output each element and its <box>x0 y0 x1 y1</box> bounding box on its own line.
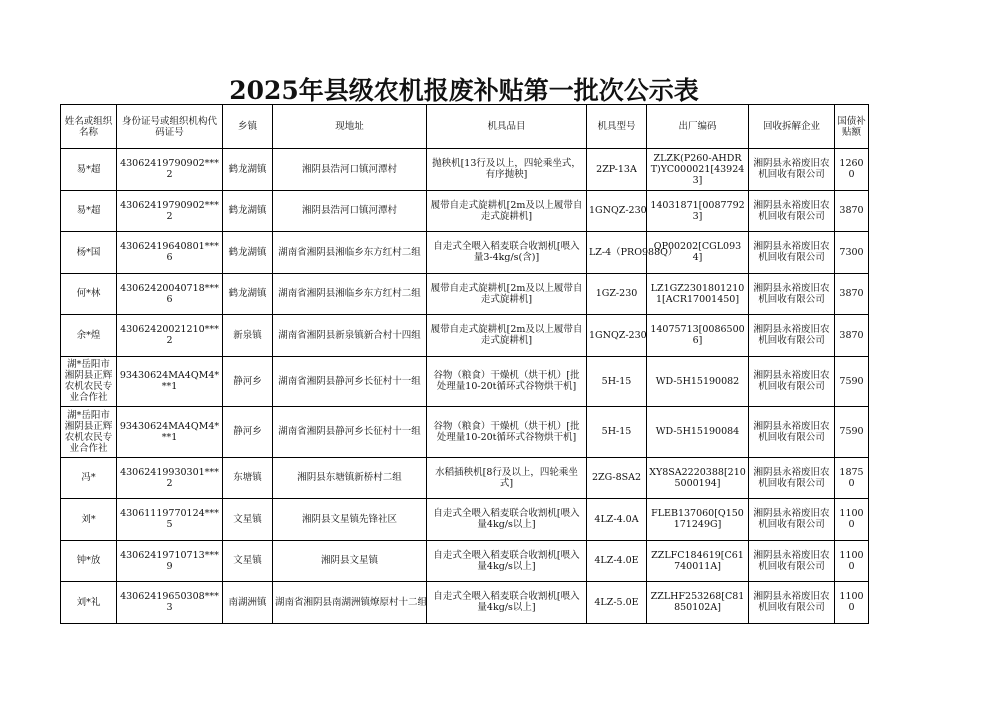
cell-item: 自走式全喂入稻麦联合收割机[喂入量3-4kg/s(含)] <box>427 232 587 274</box>
header-id: 身份证号或组织机构代码证号 <box>117 105 223 149</box>
header-serial: 出厂编码 <box>647 105 749 149</box>
cell-serial: ZZLFC184619[C61740011A] <box>647 540 749 582</box>
cell-model: 5H-15 <box>587 407 647 458</box>
cell-serial: WD-5H15190084 <box>647 407 749 458</box>
cell-serial: WD-5H15190082 <box>647 356 749 407</box>
cell-id: 43062420040718***6 <box>117 273 223 315</box>
cell-subsidy: 7300 <box>835 232 869 274</box>
cell-name: 余*煌 <box>61 315 117 357</box>
cell-id: 43061119770124***5 <box>117 499 223 541</box>
table-row <box>61 540 869 582</box>
cell-recycler: 湘阴县永裕废旧农机回收有限公司 <box>749 407 835 458</box>
cell-serial: ZLZK(P260-AHDRT)YC000021[439243] <box>647 149 749 191</box>
cell-model: 1GNQZ-230 <box>587 190 647 232</box>
cell-item: 抛秧机[13行及以上，四轮乘坐式，有序抛秧] <box>427 149 587 191</box>
cell-model: 4LZ-4.0E <box>587 540 647 582</box>
table-row <box>61 457 869 499</box>
cell-model: LZ-4（PRO988Q） <box>587 232 647 274</box>
cell-item: 自走式全喂入稻麦联合收割机[喂入量4kg/s以上] <box>427 540 587 582</box>
cell-item: 履带自走式旋耕机[2m及以上履带自走式旋耕机] <box>427 315 587 357</box>
cell-name: 冯* <box>61 457 117 499</box>
cell-model: 5H-15 <box>587 356 647 407</box>
table-row <box>61 582 869 624</box>
cell-town: 鹤龙湖镇 <box>223 273 273 315</box>
cell-name: 易*超 <box>61 190 117 232</box>
cell-address: 湘阴县文星镇 <box>273 540 427 582</box>
page-title: 2025年县级农机报废补贴第一批次公示表 <box>229 76 699 105</box>
cell-id: 43062419930301***2 <box>117 457 223 499</box>
cell-id: 93430624MA4QM4***1 <box>117 407 223 458</box>
cell-name: 刘* <box>61 499 117 541</box>
cell-address: 湘阴县文星镇先锋社区 <box>273 499 427 541</box>
cell-subsidy: 3870 <box>835 315 869 357</box>
cell-address: 湖南省湘阴县湘临乡东方红村二组 <box>273 232 427 274</box>
header-row <box>61 105 869 149</box>
cell-item: 水稻插秧机[8行及以上，四轮乘坐式] <box>427 457 587 499</box>
cell-town: 鹤龙湖镇 <box>223 190 273 232</box>
cell-name: 何*林 <box>61 273 117 315</box>
cell-subsidy: 7590 <box>835 356 869 407</box>
header-town: 乡镇 <box>223 105 273 149</box>
cell-town: 南湖洲镇 <box>223 582 273 624</box>
cell-recycler: 湘阴县永裕废旧农机回收有限公司 <box>749 356 835 407</box>
cell-item: 自走式全喂入稻麦联合收割机[喂入量4kg/s以上] <box>427 499 587 541</box>
cell-recycler: 湘阴县永裕废旧农机回收有限公司 <box>749 190 835 232</box>
table-row <box>61 356 869 407</box>
table-row <box>61 190 869 232</box>
cell-id: 43062420021210***2 <box>117 315 223 357</box>
cell-recycler: 湘阴县永裕废旧农机回收有限公司 <box>749 540 835 582</box>
cell-model: 1GZ-230 <box>587 273 647 315</box>
cell-subsidy: 11000 <box>835 499 869 541</box>
cell-model: 4LZ-5.0E <box>587 582 647 624</box>
cell-town: 东塘镇 <box>223 457 273 499</box>
cell-serial: ZZLHF253268[C81850102A] <box>647 582 749 624</box>
cell-town: 鹤龙湖镇 <box>223 149 273 191</box>
cell-id: 43062419790902***2 <box>117 190 223 232</box>
cell-id: 43062419650308***3 <box>117 582 223 624</box>
cell-subsidy: 3870 <box>835 273 869 315</box>
cell-name: 湖*岳阳市湘阴县正辉农机农民专业合作社 <box>61 407 117 458</box>
table-row <box>61 232 869 274</box>
cell-address: 湖南省湘阴县新泉镇新合村十四组 <box>273 315 427 357</box>
cell-recycler: 湘阴县永裕废旧农机回收有限公司 <box>749 149 835 191</box>
header-name: 姓名或组织名称 <box>61 105 117 149</box>
table-row <box>61 499 869 541</box>
cell-name: 刘*礼 <box>61 582 117 624</box>
cell-item: 履带自走式旋耕机[2m及以上履带自走式旋耕机] <box>427 190 587 232</box>
cell-address: 湖南省湘阴县静河乡长征村十一组 <box>273 356 427 407</box>
cell-recycler: 湘阴县永裕废旧农机回收有限公司 <box>749 499 835 541</box>
cell-id: 43062419710713***9 <box>117 540 223 582</box>
cell-name: 杨*国 <box>61 232 117 274</box>
cell-name: 钟*放 <box>61 540 117 582</box>
cell-serial: FLEB137060[Q150171249G] <box>647 499 749 541</box>
header-subsidy: 国债补贴额 <box>835 105 869 149</box>
subsidy-table <box>60 104 869 624</box>
cell-model: 2ZG-8SA2 <box>587 457 647 499</box>
cell-name: 易*超 <box>61 149 117 191</box>
cell-name: 湖*岳阳市湘阴县正辉农机农民专业合作社 <box>61 356 117 407</box>
cell-serial: XY8SA2220388[2105000194] <box>647 457 749 499</box>
cell-town: 静河乡 <box>223 356 273 407</box>
table-row <box>61 149 869 191</box>
cell-subsidy: 12600 <box>835 149 869 191</box>
table-body <box>61 149 869 624</box>
header-recycler: 回收拆解企业 <box>749 105 835 149</box>
cell-item: 谷物（粮食）干燥机（烘干机）[批处理量10-20t循环式谷物烘干机] <box>427 407 587 458</box>
cell-id: 43062419640801***6 <box>117 232 223 274</box>
cell-serial: LZ1GZ23018012101[ACR17001450] <box>647 273 749 315</box>
cell-recycler: 湘阴县永裕废旧农机回收有限公司 <box>749 457 835 499</box>
cell-serial: 14075713[00865006] <box>647 315 749 357</box>
cell-recycler: 湘阴县永裕废旧农机回收有限公司 <box>749 232 835 274</box>
cell-address: 湖南省湘阴县湘临乡东方红村二组 <box>273 273 427 315</box>
cell-id: 93430624MA4QM4***1 <box>117 356 223 407</box>
cell-recycler: 湘阴县永裕废旧农机回收有限公司 <box>749 273 835 315</box>
table-row <box>61 315 869 357</box>
cell-subsidy: 7590 <box>835 407 869 458</box>
cell-address: 湘阴县浩河口镇河潭村 <box>273 149 427 191</box>
cell-recycler: 湘阴县永裕废旧农机回收有限公司 <box>749 315 835 357</box>
cell-town: 新泉镇 <box>223 315 273 357</box>
cell-model: 4LZ-4.0A <box>587 499 647 541</box>
cell-town: 鹤龙湖镇 <box>223 232 273 274</box>
cell-item: 履带自走式旋耕机[2m及以上履带自走式旋耕机] <box>427 273 587 315</box>
cell-address: 湖南省湘阴县南湖洲镇燎原村十二组 <box>273 582 427 624</box>
cell-address: 湖南省湘阴县静河乡长征村十一组 <box>273 407 427 458</box>
cell-subsidy: 11000 <box>835 582 869 624</box>
cell-model: 2ZP-13A <box>587 149 647 191</box>
cell-serial: QP00202[CGL0934] <box>647 232 749 274</box>
table-row <box>61 273 869 315</box>
cell-subsidy: 18750 <box>835 457 869 499</box>
header-address: 现地址 <box>273 105 427 149</box>
header-model: 机具型号 <box>587 105 647 149</box>
cell-id: 43062419790902***2 <box>117 149 223 191</box>
cell-item: 谷物（粮食）干燥机（烘干机）[批处理量10-20t循环式谷物烘干机] <box>427 356 587 407</box>
cell-town: 文星镇 <box>223 540 273 582</box>
cell-item: 自走式全喂入稻麦联合收割机[喂入量4kg/s以上] <box>427 582 587 624</box>
cell-address: 湘阴县东塘镇新桥村二组 <box>273 457 427 499</box>
cell-serial: 14031871[00877923] <box>647 190 749 232</box>
header-item: 机具品目 <box>427 105 587 149</box>
cell-model: 1GNQZ-230 <box>587 315 647 357</box>
cell-subsidy: 11000 <box>835 540 869 582</box>
cell-town: 文星镇 <box>223 499 273 541</box>
table-row <box>61 407 869 458</box>
cell-recycler: 湘阴县永裕废旧农机回收有限公司 <box>749 582 835 624</box>
cell-subsidy: 3870 <box>835 190 869 232</box>
cell-address: 湘阴县浩河口镇河潭村 <box>273 190 427 232</box>
cell-town: 静河乡 <box>223 407 273 458</box>
